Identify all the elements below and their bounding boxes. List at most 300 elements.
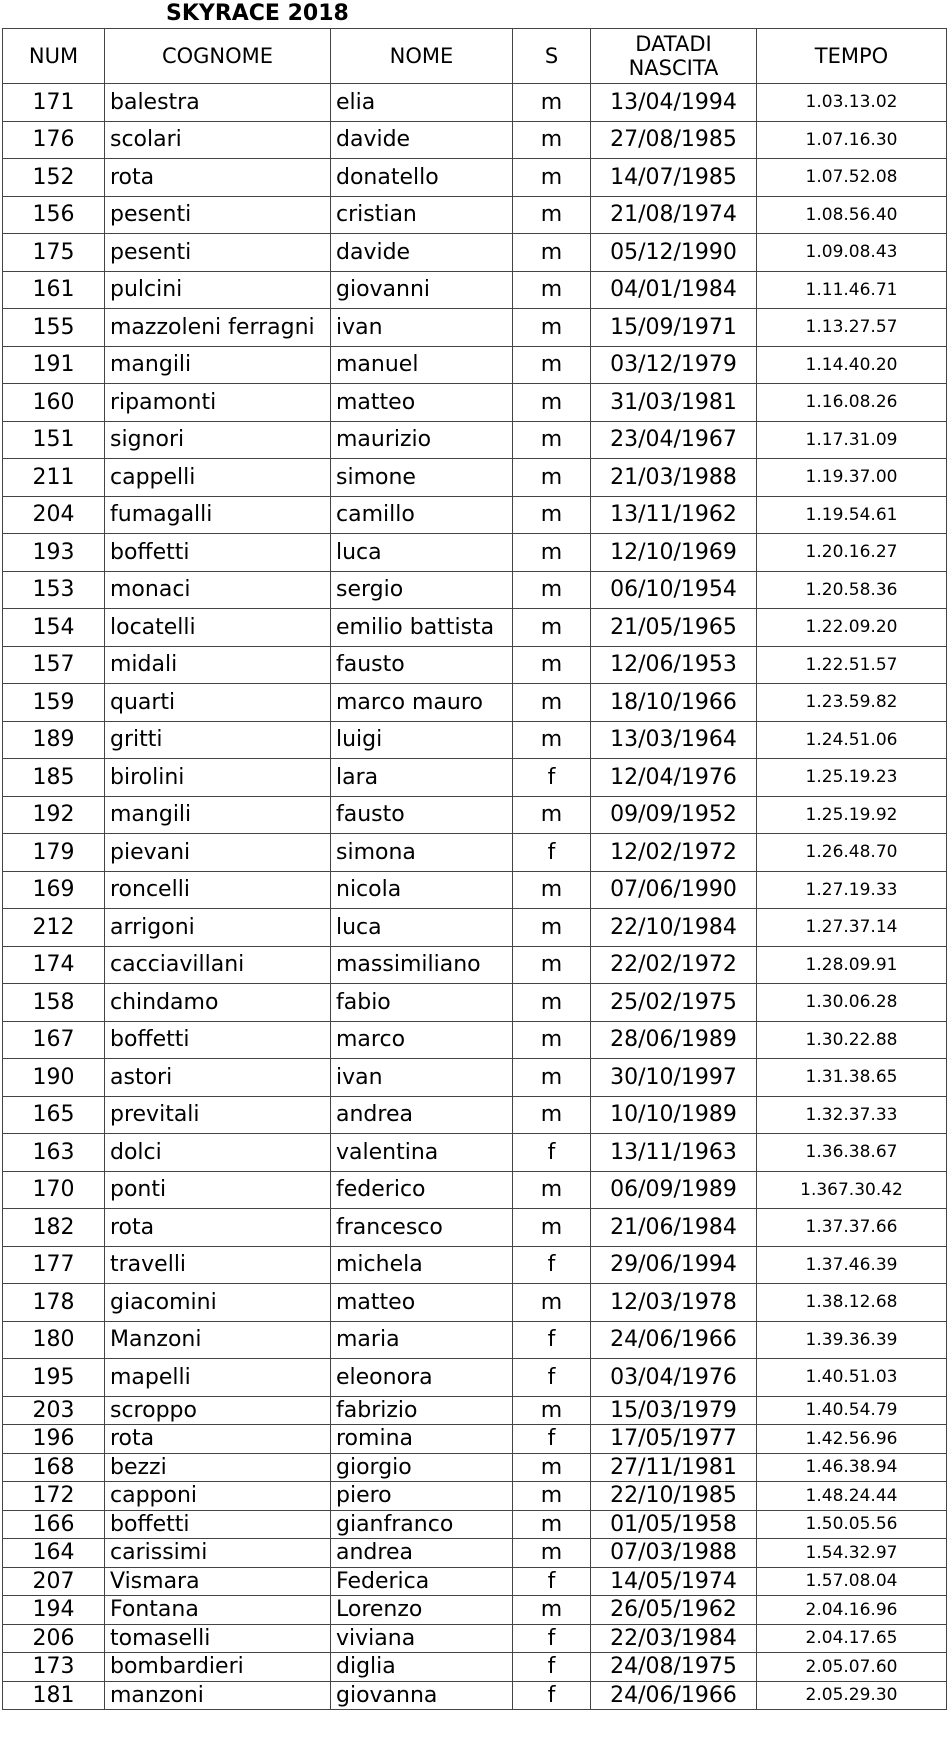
table-row bbox=[3, 309, 947, 347]
cell-sex: m bbox=[513, 1396, 591, 1425]
cell-tempo: 1.11.46.71 bbox=[757, 271, 947, 309]
cell-birth-date: 18/10/1966 bbox=[591, 684, 757, 722]
cell-nome: manuel bbox=[331, 346, 513, 384]
cell-birth-date: 22/02/1972 bbox=[591, 946, 757, 984]
cell-sex: m bbox=[513, 421, 591, 459]
cell-tempo: 1.37.46.39 bbox=[757, 1246, 947, 1284]
cell-nome: giovanna bbox=[331, 1681, 513, 1710]
page-title: SKYRACE 2018 bbox=[166, 1, 349, 26]
cell-tempo: 1.25.19.23 bbox=[757, 759, 947, 797]
cell-birth-date: 12/03/1978 bbox=[591, 1284, 757, 1322]
cell-num: 164 bbox=[3, 1539, 105, 1568]
cell-sex: m bbox=[513, 84, 591, 122]
cell-birth-date: 13/03/1964 bbox=[591, 721, 757, 759]
cell-tempo: 2.05.07.60 bbox=[757, 1653, 947, 1682]
cell-tempo: 1.14.40.20 bbox=[757, 346, 947, 384]
cell-cognome: travelli bbox=[105, 1246, 331, 1284]
cell-tempo: 1.32.37.33 bbox=[757, 1096, 947, 1134]
table-row bbox=[3, 1021, 947, 1059]
cell-birth-date: 24/06/1966 bbox=[591, 1321, 757, 1359]
cell-tempo: 1.28.09.91 bbox=[757, 946, 947, 984]
cell-cognome: scroppo bbox=[105, 1396, 331, 1425]
cell-birth-date: 30/10/1997 bbox=[591, 1059, 757, 1097]
cell-num: 185 bbox=[3, 759, 105, 797]
cell-cognome: manzoni bbox=[105, 1681, 331, 1710]
cell-tempo: 1.20.16.27 bbox=[757, 534, 947, 572]
cell-nome: diglia bbox=[331, 1653, 513, 1682]
cell-num: 157 bbox=[3, 646, 105, 684]
header-birth-date-line2: NASCITA bbox=[628, 56, 719, 80]
cell-tempo: 1.31.38.65 bbox=[757, 1059, 947, 1097]
cell-num: 190 bbox=[3, 1059, 105, 1097]
cell-sex: m bbox=[513, 1596, 591, 1625]
table-row bbox=[3, 121, 947, 159]
cell-birth-date: 23/04/1967 bbox=[591, 421, 757, 459]
cell-nome: matteo bbox=[331, 1284, 513, 1322]
cell-cognome: midali bbox=[105, 646, 331, 684]
table-row bbox=[3, 1681, 947, 1710]
cell-nome: donatello bbox=[331, 159, 513, 197]
cell-cognome: chindamo bbox=[105, 984, 331, 1022]
cell-num: 155 bbox=[3, 309, 105, 347]
cell-birth-date: 03/04/1976 bbox=[591, 1359, 757, 1397]
cell-tempo: 1.27.19.33 bbox=[757, 871, 947, 909]
cell-tempo: 1.39.36.39 bbox=[757, 1321, 947, 1359]
cell-num: 182 bbox=[3, 1209, 105, 1247]
cell-nome: Lorenzo bbox=[331, 1596, 513, 1625]
cell-nome: cristian bbox=[331, 196, 513, 234]
cell-cognome: pievani bbox=[105, 834, 331, 872]
cell-sex: f bbox=[513, 1624, 591, 1653]
cell-sex: m bbox=[513, 909, 591, 947]
cell-cognome: cappelli bbox=[105, 459, 331, 497]
cell-nome: eleonora bbox=[331, 1359, 513, 1397]
cell-num: 171 bbox=[3, 84, 105, 122]
cell-num: 161 bbox=[3, 271, 105, 309]
cell-birth-date: 14/07/1985 bbox=[591, 159, 757, 197]
cell-tempo: 1.26.48.70 bbox=[757, 834, 947, 872]
cell-cognome: Manzoni bbox=[105, 1321, 331, 1359]
table-row bbox=[3, 1539, 947, 1568]
table-row bbox=[3, 1510, 947, 1539]
cell-birth-date: 13/11/1962 bbox=[591, 496, 757, 534]
cell-nome: marco mauro bbox=[331, 684, 513, 722]
cell-birth-date: 22/10/1985 bbox=[591, 1482, 757, 1511]
cell-tempo: 1.24.51.06 bbox=[757, 721, 947, 759]
cell-cognome: locatelli bbox=[105, 609, 331, 647]
cell-cognome: rota bbox=[105, 159, 331, 197]
cell-tempo: 1.13.27.57 bbox=[757, 309, 947, 347]
cell-num: 211 bbox=[3, 459, 105, 497]
cell-num: 175 bbox=[3, 234, 105, 272]
cell-sex: f bbox=[513, 1246, 591, 1284]
cell-num: 179 bbox=[3, 834, 105, 872]
cell-birth-date: 24/06/1966 bbox=[591, 1681, 757, 1710]
cell-nome: luigi bbox=[331, 721, 513, 759]
cell-nome: ivan bbox=[331, 1059, 513, 1097]
cell-tempo: 1.30.06.28 bbox=[757, 984, 947, 1022]
table-row bbox=[3, 1482, 947, 1511]
cell-cognome: bezzi bbox=[105, 1453, 331, 1482]
cell-birth-date: 01/05/1958 bbox=[591, 1510, 757, 1539]
cell-num: 169 bbox=[3, 871, 105, 909]
cell-birth-date: 21/06/1984 bbox=[591, 1209, 757, 1247]
cell-birth-date: 22/03/1984 bbox=[591, 1624, 757, 1653]
cell-sex: m bbox=[513, 571, 591, 609]
table-row bbox=[3, 496, 947, 534]
cell-num: 152 bbox=[3, 159, 105, 197]
cell-birth-date: 27/11/1981 bbox=[591, 1453, 757, 1482]
cell-num: 196 bbox=[3, 1425, 105, 1454]
cell-nome: fausto bbox=[331, 646, 513, 684]
cell-birth-date: 17/05/1977 bbox=[591, 1425, 757, 1454]
table-row bbox=[3, 1359, 947, 1397]
cell-sex: m bbox=[513, 1453, 591, 1482]
cell-nome: emilio battista bbox=[331, 609, 513, 647]
cell-birth-date: 28/06/1989 bbox=[591, 1021, 757, 1059]
cell-birth-date: 24/08/1975 bbox=[591, 1653, 757, 1682]
cell-tempo: 1.07.52.08 bbox=[757, 159, 947, 197]
cell-tempo: 1.22.51.57 bbox=[757, 646, 947, 684]
cell-cognome: scolari bbox=[105, 121, 331, 159]
cell-num: 204 bbox=[3, 496, 105, 534]
cell-birth-date: 06/10/1954 bbox=[591, 571, 757, 609]
cell-nome: gianfranco bbox=[331, 1510, 513, 1539]
cell-tempo: 1.19.37.00 bbox=[757, 459, 947, 497]
cell-cognome: signori bbox=[105, 421, 331, 459]
cell-sex: m bbox=[513, 1209, 591, 1247]
cell-sex: m bbox=[513, 1021, 591, 1059]
cell-num: 165 bbox=[3, 1096, 105, 1134]
cell-num: 172 bbox=[3, 1482, 105, 1511]
cell-cognome: bombardieri bbox=[105, 1653, 331, 1682]
cell-tempo: 1.367.30.42 bbox=[757, 1171, 947, 1209]
cell-tempo: 1.37.37.66 bbox=[757, 1209, 947, 1247]
cell-nome: camillo bbox=[331, 496, 513, 534]
header-nome: NOME bbox=[331, 29, 513, 84]
cell-cognome: mazzoleni ferragni bbox=[105, 309, 331, 347]
cell-sex: f bbox=[513, 1653, 591, 1682]
header-birth-date-line1: DATADI bbox=[635, 32, 712, 56]
table-row bbox=[3, 1059, 947, 1097]
cell-num: 163 bbox=[3, 1134, 105, 1172]
cell-sex: m bbox=[513, 646, 591, 684]
cell-birth-date: 06/09/1989 bbox=[591, 1171, 757, 1209]
table-row bbox=[3, 1596, 947, 1625]
cell-tempo: 1.46.38.94 bbox=[757, 1453, 947, 1482]
cell-nome: nicola bbox=[331, 871, 513, 909]
cell-num: 212 bbox=[3, 909, 105, 947]
cell-sex: m bbox=[513, 721, 591, 759]
cell-sex: m bbox=[513, 346, 591, 384]
cell-birth-date: 29/06/1994 bbox=[591, 1246, 757, 1284]
cell-sex: m bbox=[513, 609, 591, 647]
cell-num: 195 bbox=[3, 1359, 105, 1397]
cell-cognome: birolini bbox=[105, 759, 331, 797]
cell-sex: m bbox=[513, 1284, 591, 1322]
table-row bbox=[3, 421, 947, 459]
cell-num: 193 bbox=[3, 534, 105, 572]
table-row bbox=[3, 1134, 947, 1172]
cell-num: 159 bbox=[3, 684, 105, 722]
cell-num: 181 bbox=[3, 1681, 105, 1710]
cell-num: 153 bbox=[3, 571, 105, 609]
cell-num: 151 bbox=[3, 421, 105, 459]
cell-nome: davide bbox=[331, 121, 513, 159]
cell-num: 177 bbox=[3, 1246, 105, 1284]
cell-nome: federico bbox=[331, 1171, 513, 1209]
cell-num: 173 bbox=[3, 1653, 105, 1682]
cell-tempo: 1.38.12.68 bbox=[757, 1284, 947, 1322]
cell-num: 166 bbox=[3, 1510, 105, 1539]
cell-tempo: 1.42.56.96 bbox=[757, 1425, 947, 1454]
cell-nome: Federica bbox=[331, 1567, 513, 1596]
cell-cognome: roncelli bbox=[105, 871, 331, 909]
cell-birth-date: 12/10/1969 bbox=[591, 534, 757, 572]
cell-tempo: 1.07.16.30 bbox=[757, 121, 947, 159]
cell-birth-date: 12/04/1976 bbox=[591, 759, 757, 797]
cell-tempo: 2.04.16.96 bbox=[757, 1596, 947, 1625]
table-row bbox=[3, 346, 947, 384]
table-row bbox=[3, 1284, 947, 1322]
cell-sex: m bbox=[513, 384, 591, 422]
cell-birth-date: 31/03/1981 bbox=[591, 384, 757, 422]
cell-sex: m bbox=[513, 121, 591, 159]
cell-tempo: 1.09.08.43 bbox=[757, 234, 947, 272]
cell-nome: valentina bbox=[331, 1134, 513, 1172]
cell-num: 168 bbox=[3, 1453, 105, 1482]
cell-nome: piero bbox=[331, 1482, 513, 1511]
cell-cognome: balestra bbox=[105, 84, 331, 122]
cell-nome: ivan bbox=[331, 309, 513, 347]
cell-cognome: ponti bbox=[105, 1171, 331, 1209]
cell-tempo: 1.22.09.20 bbox=[757, 609, 947, 647]
cell-nome: maria bbox=[331, 1321, 513, 1359]
table-row bbox=[3, 984, 947, 1022]
cell-sex: m bbox=[513, 159, 591, 197]
cell-nome: giorgio bbox=[331, 1453, 513, 1482]
cell-cognome: pesenti bbox=[105, 196, 331, 234]
table-row bbox=[3, 1653, 947, 1682]
results-table bbox=[2, 28, 947, 1710]
cell-nome: fausto bbox=[331, 796, 513, 834]
cell-tempo: 1.27.37.14 bbox=[757, 909, 947, 947]
cell-sex: m bbox=[513, 796, 591, 834]
cell-nome: elia bbox=[331, 84, 513, 122]
table-body bbox=[3, 84, 947, 1710]
cell-num: 160 bbox=[3, 384, 105, 422]
cell-tempo: 1.50.05.56 bbox=[757, 1510, 947, 1539]
cell-nome: massimiliano bbox=[331, 946, 513, 984]
cell-nome: andrea bbox=[331, 1096, 513, 1134]
cell-nome: giovanni bbox=[331, 271, 513, 309]
table-row bbox=[3, 871, 947, 909]
cell-birth-date: 21/03/1988 bbox=[591, 459, 757, 497]
table-row bbox=[3, 909, 947, 947]
table-row bbox=[3, 684, 947, 722]
table-row bbox=[3, 721, 947, 759]
cell-tempo: 1.54.32.97 bbox=[757, 1539, 947, 1568]
cell-birth-date: 15/09/1971 bbox=[591, 309, 757, 347]
cell-tempo: 1.30.22.88 bbox=[757, 1021, 947, 1059]
cell-birth-date: 07/03/1988 bbox=[591, 1539, 757, 1568]
cell-cognome: Vismara bbox=[105, 1567, 331, 1596]
cell-birth-date: 09/09/1952 bbox=[591, 796, 757, 834]
cell-cognome: dolci bbox=[105, 1134, 331, 1172]
header-sex: S bbox=[513, 29, 591, 84]
table-row bbox=[3, 384, 947, 422]
cell-sex: m bbox=[513, 459, 591, 497]
cell-nome: marco bbox=[331, 1021, 513, 1059]
cell-nome: michela bbox=[331, 1246, 513, 1284]
cell-sex: m bbox=[513, 1510, 591, 1539]
cell-cognome: Fontana bbox=[105, 1596, 331, 1625]
cell-sex: m bbox=[513, 984, 591, 1022]
cell-cognome: quarti bbox=[105, 684, 331, 722]
table-row bbox=[3, 1321, 947, 1359]
cell-cognome: gritti bbox=[105, 721, 331, 759]
cell-nome: francesco bbox=[331, 1209, 513, 1247]
table-row bbox=[3, 1171, 947, 1209]
table-row bbox=[3, 1567, 947, 1596]
cell-tempo: 1.40.54.79 bbox=[757, 1396, 947, 1425]
cell-sex: f bbox=[513, 1425, 591, 1454]
cell-cognome: mapelli bbox=[105, 1359, 331, 1397]
cell-birth-date: 13/11/1963 bbox=[591, 1134, 757, 1172]
table-row bbox=[3, 571, 947, 609]
cell-tempo: 1.08.56.40 bbox=[757, 196, 947, 234]
cell-sex: f bbox=[513, 1681, 591, 1710]
cell-sex: f bbox=[513, 759, 591, 797]
cell-cognome: pulcini bbox=[105, 271, 331, 309]
cell-nome: romina bbox=[331, 1425, 513, 1454]
cell-birth-date: 12/02/1972 bbox=[591, 834, 757, 872]
cell-sex: m bbox=[513, 1059, 591, 1097]
cell-birth-date: 05/12/1990 bbox=[591, 234, 757, 272]
cell-tempo: 2.04.17.65 bbox=[757, 1624, 947, 1653]
cell-num: 170 bbox=[3, 1171, 105, 1209]
table-row bbox=[3, 84, 947, 122]
cell-cognome: ripamonti bbox=[105, 384, 331, 422]
cell-nome: maurizio bbox=[331, 421, 513, 459]
cell-cognome: mangili bbox=[105, 796, 331, 834]
cell-nome: andrea bbox=[331, 1539, 513, 1568]
cell-nome: lara bbox=[331, 759, 513, 797]
cell-nome: davide bbox=[331, 234, 513, 272]
cell-cognome: tomaselli bbox=[105, 1624, 331, 1653]
table-row bbox=[3, 1096, 947, 1134]
cell-cognome: fumagalli bbox=[105, 496, 331, 534]
cell-birth-date: 14/05/1974 bbox=[591, 1567, 757, 1596]
cell-num: 206 bbox=[3, 1624, 105, 1653]
cell-birth-date: 21/08/1974 bbox=[591, 196, 757, 234]
cell-tempo: 1.57.08.04 bbox=[757, 1567, 947, 1596]
cell-sex: m bbox=[513, 946, 591, 984]
table-row bbox=[3, 646, 947, 684]
cell-num: 180 bbox=[3, 1321, 105, 1359]
cell-sex: m bbox=[513, 309, 591, 347]
table-row bbox=[3, 796, 947, 834]
cell-num: 203 bbox=[3, 1396, 105, 1425]
cell-birth-date: 10/10/1989 bbox=[591, 1096, 757, 1134]
cell-birth-date: 15/03/1979 bbox=[591, 1396, 757, 1425]
cell-sex: m bbox=[513, 1096, 591, 1134]
cell-num: 192 bbox=[3, 796, 105, 834]
cell-cognome: mangili bbox=[105, 346, 331, 384]
cell-birth-date: 27/08/1985 bbox=[591, 121, 757, 159]
cell-cognome: capponi bbox=[105, 1482, 331, 1511]
cell-cognome: giacomini bbox=[105, 1284, 331, 1322]
cell-sex: f bbox=[513, 1134, 591, 1172]
cell-tempo: 1.19.54.61 bbox=[757, 496, 947, 534]
table-row bbox=[3, 196, 947, 234]
table-row bbox=[3, 946, 947, 984]
cell-birth-date: 12/06/1953 bbox=[591, 646, 757, 684]
cell-tempo: 1.03.13.02 bbox=[757, 84, 947, 122]
cell-sex: m bbox=[513, 684, 591, 722]
cell-tempo: 1.17.31.09 bbox=[757, 421, 947, 459]
cell-tempo: 1.48.24.44 bbox=[757, 1482, 947, 1511]
header-cognome: COGNOME bbox=[105, 29, 331, 84]
cell-sex: m bbox=[513, 1171, 591, 1209]
table-row bbox=[3, 534, 947, 572]
cell-birth-date: 25/02/1975 bbox=[591, 984, 757, 1022]
cell-birth-date: 07/06/1990 bbox=[591, 871, 757, 909]
cell-num: 207 bbox=[3, 1567, 105, 1596]
cell-sex: m bbox=[513, 534, 591, 572]
header-birth-date bbox=[591, 29, 757, 84]
cell-cognome: previtali bbox=[105, 1096, 331, 1134]
cell-birth-date: 26/05/1962 bbox=[591, 1596, 757, 1625]
cell-birth-date: 21/05/1965 bbox=[591, 609, 757, 647]
cell-num: 154 bbox=[3, 609, 105, 647]
table-row bbox=[3, 609, 947, 647]
cell-cognome: monaci bbox=[105, 571, 331, 609]
cell-cognome: boffetti bbox=[105, 534, 331, 572]
cell-cognome: carissimi bbox=[105, 1539, 331, 1568]
table-row bbox=[3, 159, 947, 197]
cell-num: 156 bbox=[3, 196, 105, 234]
cell-sex: m bbox=[513, 1539, 591, 1568]
table-row bbox=[3, 459, 947, 497]
cell-cognome: rota bbox=[105, 1209, 331, 1247]
cell-cognome: boffetti bbox=[105, 1021, 331, 1059]
cell-num: 174 bbox=[3, 946, 105, 984]
cell-birth-date: 04/01/1984 bbox=[591, 271, 757, 309]
cell-tempo: 1.20.58.36 bbox=[757, 571, 947, 609]
table-row bbox=[3, 1624, 947, 1653]
cell-num: 194 bbox=[3, 1596, 105, 1625]
cell-cognome: cacciavillani bbox=[105, 946, 331, 984]
table-row bbox=[3, 834, 947, 872]
cell-nome: luca bbox=[331, 909, 513, 947]
header-row bbox=[3, 29, 947, 84]
cell-sex: f bbox=[513, 1321, 591, 1359]
cell-cognome: rota bbox=[105, 1425, 331, 1454]
cell-tempo: 1.40.51.03 bbox=[757, 1359, 947, 1397]
table-row bbox=[3, 234, 947, 272]
cell-tempo: 1.23.59.82 bbox=[757, 684, 947, 722]
cell-tempo: 1.16.08.26 bbox=[757, 384, 947, 422]
cell-sex: f bbox=[513, 1567, 591, 1596]
header-tempo: TEMPO bbox=[757, 29, 947, 84]
cell-sex: m bbox=[513, 196, 591, 234]
cell-num: 178 bbox=[3, 1284, 105, 1322]
cell-nome: sergio bbox=[331, 571, 513, 609]
cell-cognome: astori bbox=[105, 1059, 331, 1097]
header-num: NUM bbox=[3, 29, 105, 84]
cell-birth-date: 03/12/1979 bbox=[591, 346, 757, 384]
